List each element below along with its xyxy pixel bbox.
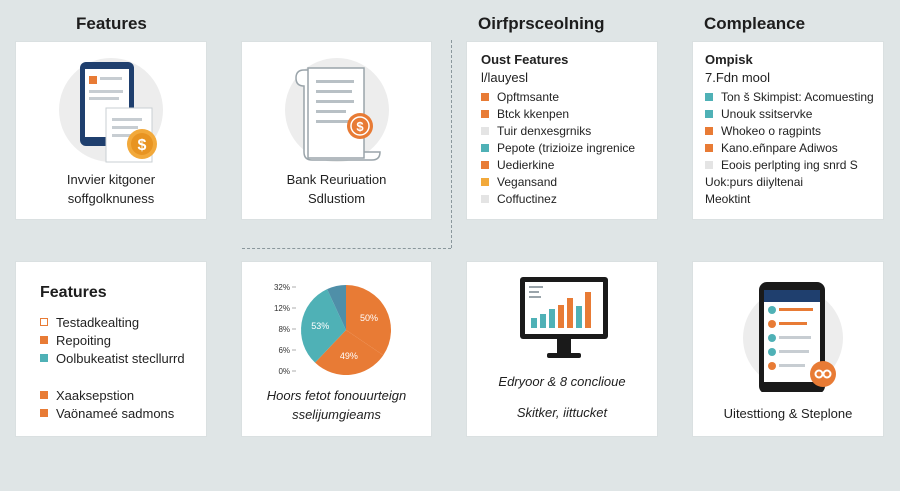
y-tick-labels (274, 283, 296, 376)
section-heading-middle: Oirfprsceolning (478, 14, 605, 33)
list-item-label: Btck kkenpen (497, 106, 570, 121)
testing-card[interactable] (693, 262, 883, 436)
card-subtitle: 7.Fdn mool (705, 70, 771, 85)
scroll-document-coin-icon (242, 42, 431, 172)
list-item[interactable] (705, 122, 874, 139)
caption-line: Hoors fetot fonouurteign (266, 388, 407, 403)
y-tick-label: 32% (273, 283, 290, 292)
invoice-card-caption (16, 170, 206, 208)
dashed-divider-vertical (451, 40, 452, 248)
pie-card-caption (242, 386, 431, 424)
bullet-marker (481, 178, 489, 186)
list-item[interactable] (481, 88, 635, 105)
compliance-list (705, 88, 874, 207)
list-item-label: Unouk ssitservke (721, 106, 813, 121)
features-list-card[interactable] (467, 42, 657, 219)
pie-slice-label: 50% (360, 312, 379, 323)
list-item[interactable] (705, 105, 874, 122)
list-item[interactable] (481, 173, 635, 190)
list-item-label: Uok:purs diiyltenai (705, 174, 804, 189)
bullet-marker (705, 144, 713, 152)
list-item-label: Pepote (trizioize ingrenice (497, 140, 636, 155)
bullet-marker (40, 354, 48, 362)
caption-line: Edryoor & 8 conclioue (498, 374, 626, 389)
y-tick-label: 0% (278, 367, 290, 376)
list-item-label: Eoois perlpting ing snrd S (721, 157, 858, 172)
invoice-card[interactable] (16, 42, 206, 219)
features-checklist-card[interactable] (16, 262, 206, 436)
list-item[interactable] (481, 190, 635, 207)
svg-text:$: $ (137, 137, 147, 154)
bullet-marker (40, 409, 48, 417)
dashed-divider-horizontal (242, 248, 451, 249)
list-item[interactable] (481, 105, 635, 122)
list-item-label: Xaaksepstion (56, 387, 135, 403)
bullet-marker (705, 161, 713, 169)
list-item-text (705, 173, 874, 190)
list-item[interactable] (705, 88, 874, 105)
card-title: Features (40, 284, 107, 301)
list-item-label: Oolbukeatist stecllurrd (56, 350, 185, 366)
list-item[interactable] (40, 313, 185, 331)
pie-slice-label: 53% (311, 320, 330, 331)
list-item-label: Vegansand (497, 174, 558, 189)
pie-chart-card[interactable] (242, 262, 431, 436)
list-item[interactable] (481, 139, 635, 156)
features-checklist (40, 313, 185, 367)
card-title: Ompisk (705, 52, 753, 67)
card-subtitle: l/lauyesl (481, 70, 528, 85)
list-item[interactable] (40, 349, 185, 367)
list-item-label: Whokeo o ragpints (721, 123, 822, 138)
monitor-bar-chart-icon (467, 262, 657, 372)
bullet-marker (705, 110, 713, 118)
list-item-label: Ton š Skimpist: Acomuesting (721, 89, 874, 104)
pie-chart (242, 268, 431, 388)
compliance-list-card[interactable] (693, 42, 883, 219)
monitor-chart-card[interactable] (467, 262, 657, 436)
monitor-card-caption (467, 372, 657, 422)
bank-card-caption (242, 170, 431, 208)
caption-line: Sdlustiom (307, 191, 366, 206)
list-item-label: Repoiting (56, 332, 111, 348)
list-item[interactable] (481, 156, 635, 173)
svg-text:$: $ (356, 119, 364, 134)
card-title: Oust Features (481, 52, 569, 67)
features-checklist-secondary (40, 386, 174, 422)
bullet-marker (705, 93, 713, 101)
list-item-label: Vaönameé sadmons (56, 405, 175, 421)
testing-card-caption: Uitesttiong & Steplone (723, 406, 853, 421)
list-item[interactable] (705, 156, 874, 173)
caption-line: Skitker, iittucket (516, 405, 608, 420)
bullet-marker (481, 127, 489, 135)
bank-reconciliation-card[interactable] (242, 42, 431, 219)
caption-line: Invvier kitgoner (66, 172, 156, 187)
y-tick-label: 6% (278, 346, 290, 355)
bullet-marker (481, 110, 489, 118)
pie-slice-label: 49% (339, 350, 358, 361)
caption-line: soffgolknuness (67, 191, 155, 206)
y-tick-label: 8% (278, 325, 290, 334)
list-item[interactable] (40, 404, 174, 422)
list-item-label: Meoktint (705, 191, 751, 206)
list-item-label: Tuir denxesgrniks (497, 123, 592, 138)
phone-checklist-icon (693, 262, 883, 392)
list-item[interactable] (40, 331, 185, 349)
list-item-label: Testadkealting (56, 314, 140, 330)
bullet-marker (481, 144, 489, 152)
compliance-heading: Compleance (704, 14, 806, 33)
list-item-label: Kano.eñnpare Adiwos (721, 140, 838, 155)
checkbox-icon[interactable] (40, 318, 48, 326)
bullet-marker (40, 391, 48, 399)
list-item[interactable] (481, 122, 635, 139)
invoice-tablet-coin-icon (16, 42, 206, 172)
bullet-marker (705, 127, 713, 135)
list-item[interactable] (40, 386, 174, 404)
list-item-label: Opftmsante (497, 89, 560, 104)
features-heading: Features (76, 14, 147, 33)
list-item-label: Uedierkine (497, 157, 555, 172)
bullet-marker (481, 195, 489, 203)
list-item-text (705, 190, 874, 207)
feature-list (481, 88, 635, 207)
bullet-marker (481, 161, 489, 169)
list-item-label: Coffuctinez (497, 191, 557, 206)
bullet-marker (40, 336, 48, 344)
bullet-marker (481, 93, 489, 101)
list-item[interactable] (705, 139, 874, 156)
caption-line: sselijumgieams (292, 407, 381, 422)
caption-line: Bank Reuriuation (286, 172, 387, 187)
y-tick-label: 12% (273, 304, 290, 313)
